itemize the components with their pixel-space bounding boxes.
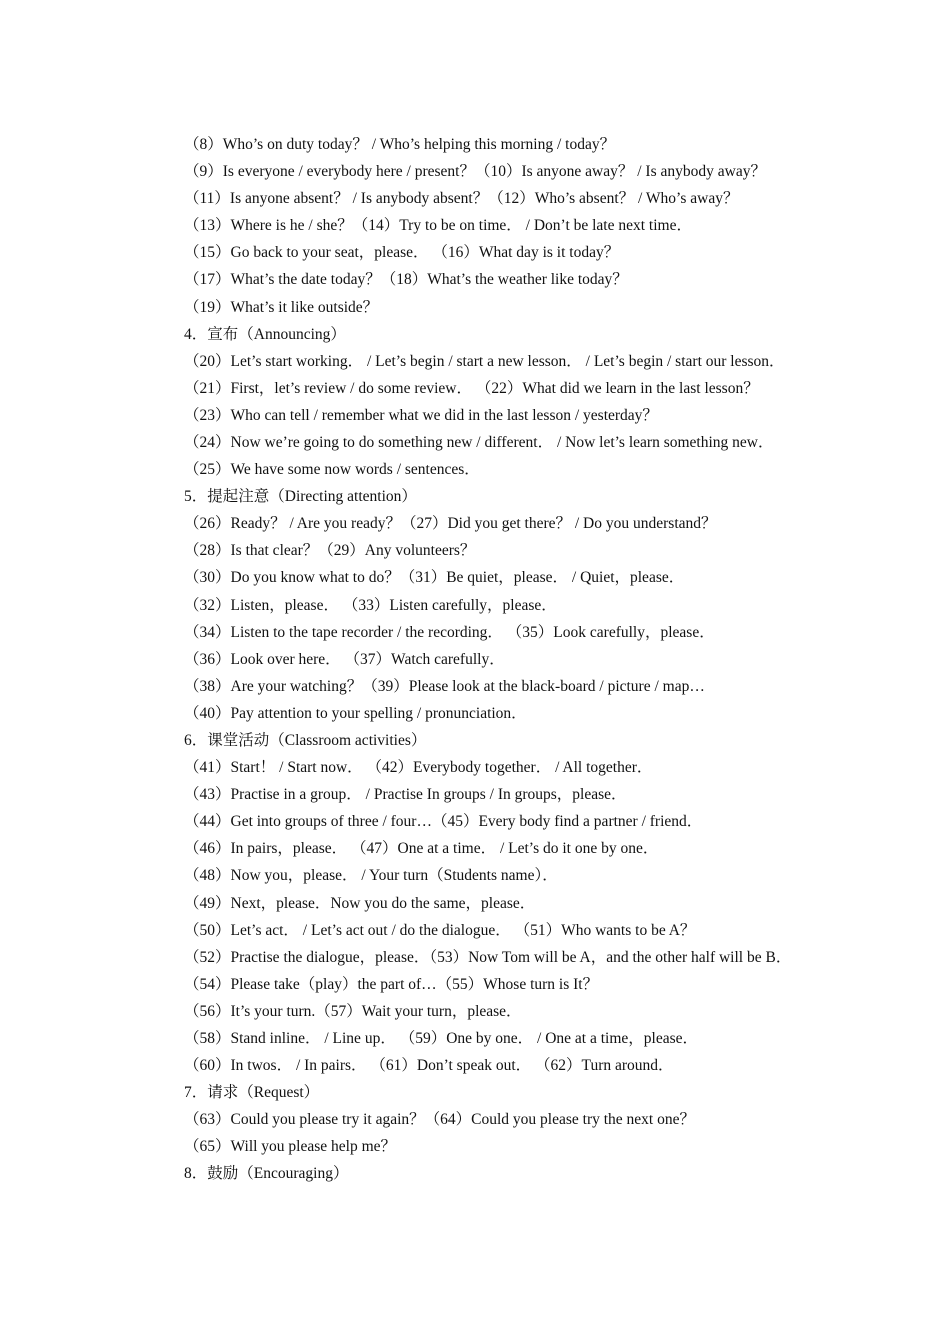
text-line: （26）Ready？ / Are you ready？（27）Did you get there？ / Do you understand？ <box>184 515 717 533</box>
text-line: （32）Listen，please． （33）Listen carefully，please． <box>184 596 557 614</box>
section-heading-request: 7．请求（Request） <box>184 1084 320 1102</box>
text-line: （30）Do you know what to do？（31）Be quiet，please． / Quiet，please． <box>184 569 685 587</box>
text-line: （9）Is everyone / everybody here / present？（10）Is anyone away？ / Is anybody away？ <box>184 163 766 181</box>
text-line: （50）Let’s act． / Let’s act out / do the dialogue． （51）Who wants to be A？ <box>184 921 696 939</box>
text-line: （8）Who’s on duty today？ / Who’s helping this morning / today？ <box>184 136 616 153</box>
section-heading-classroom-activities: 6．课堂活动（Classroom activities） <box>184 731 427 749</box>
text-line: （17）What’s the date today？（18）What’s the weather like today？ <box>184 271 628 289</box>
text-line: （52）Practise the dialogue，please．（53）Now Tom will be A，and the other half will be B． <box>184 948 792 966</box>
section-heading-directing-attention: 5．提起注意（Directing attention） <box>184 488 417 506</box>
text-line: （56）It’s your turn.（57）Wait your turn，please． <box>184 1002 522 1020</box>
text-line: （24）Now we’re going to do something new / different． / Now let’s learn something new． <box>184 433 774 451</box>
text-line: （25）We have some now words / sentences． <box>184 461 480 479</box>
text-line: （13）Where is he / she？（14）Try to be on time． / Don’t be late next time． <box>184 217 692 235</box>
text-line: （40）Pay attention to your spelling / pronunciation． <box>184 704 527 722</box>
text-line: （34）Listen to the tape recorder / the recording． （35）Look carefully，please． <box>184 623 715 641</box>
text-line: （44）Get into groups of three / four…（45）Every body find a partner / friend． <box>184 813 703 831</box>
text-line: （49）Next，please．Now you do the same，please． <box>184 894 536 912</box>
text-line: （11）Is anyone absent？ / Is anybody absent？（12）Who’s absent？ / Who’s away？ <box>184 190 739 208</box>
text-line: （19）What’s it like outside？ <box>184 298 379 316</box>
text-line: （63）Could you please try it again？（64）Could you please try the next one？ <box>184 1111 695 1129</box>
section-heading-announcing: 4．宣布（Announcing） <box>184 325 346 343</box>
text-line: （65）Will you please help me？ <box>184 1138 397 1156</box>
text-line: （43）Practise in a group． / Practise In groups / In groups，please． <box>184 786 627 804</box>
text-line: （15）Go back to your seat，please． （16）What day is it today？ <box>184 244 620 262</box>
section-heading-encouraging: 8．鼓励（Encouraging） <box>184 1165 349 1183</box>
text-line: （58）Stand inline． / Line up． （59）One by one． / One at a time，please． <box>184 1030 698 1047</box>
text-line: （41）Start！ / Start now． （42）Everybody together． / All together． <box>184 759 653 777</box>
text-line: （28）Is that clear？（29）Any volunteers？ <box>184 542 476 560</box>
text-line: （20）Let’s start working． / Let’s begin / start a new lesson． / Let’s begin / start our lesson． <box>184 352 785 370</box>
text-line: （23）Who can tell / remember what we did in the last lesson / yesterday？ <box>184 406 658 424</box>
text-line: （60）In twos． / In pairs． （61）Don’t speak out． （62）Turn around． <box>184 1057 674 1075</box>
text-line: （46）In pairs，please． （47）One at a time． / Let’s do it one by one． <box>184 840 659 858</box>
text-line: （38）Are your watching？（39）Please look at the black-board / picture / map… <box>184 677 705 695</box>
text-line: （36）Look over here． （37）Watch carefully． <box>184 650 505 668</box>
text-line: （48）Now you，please． / Your turn（Students name）． <box>184 867 558 885</box>
text-line: （54）Please take（play）the part of…（55）Whose turn is It？ <box>184 975 599 993</box>
text-line: （21）First，let’s review / do some review． （22）What did we learn in the last lesson？ <box>184 379 759 397</box>
document-page <box>184 131 812 1188</box>
